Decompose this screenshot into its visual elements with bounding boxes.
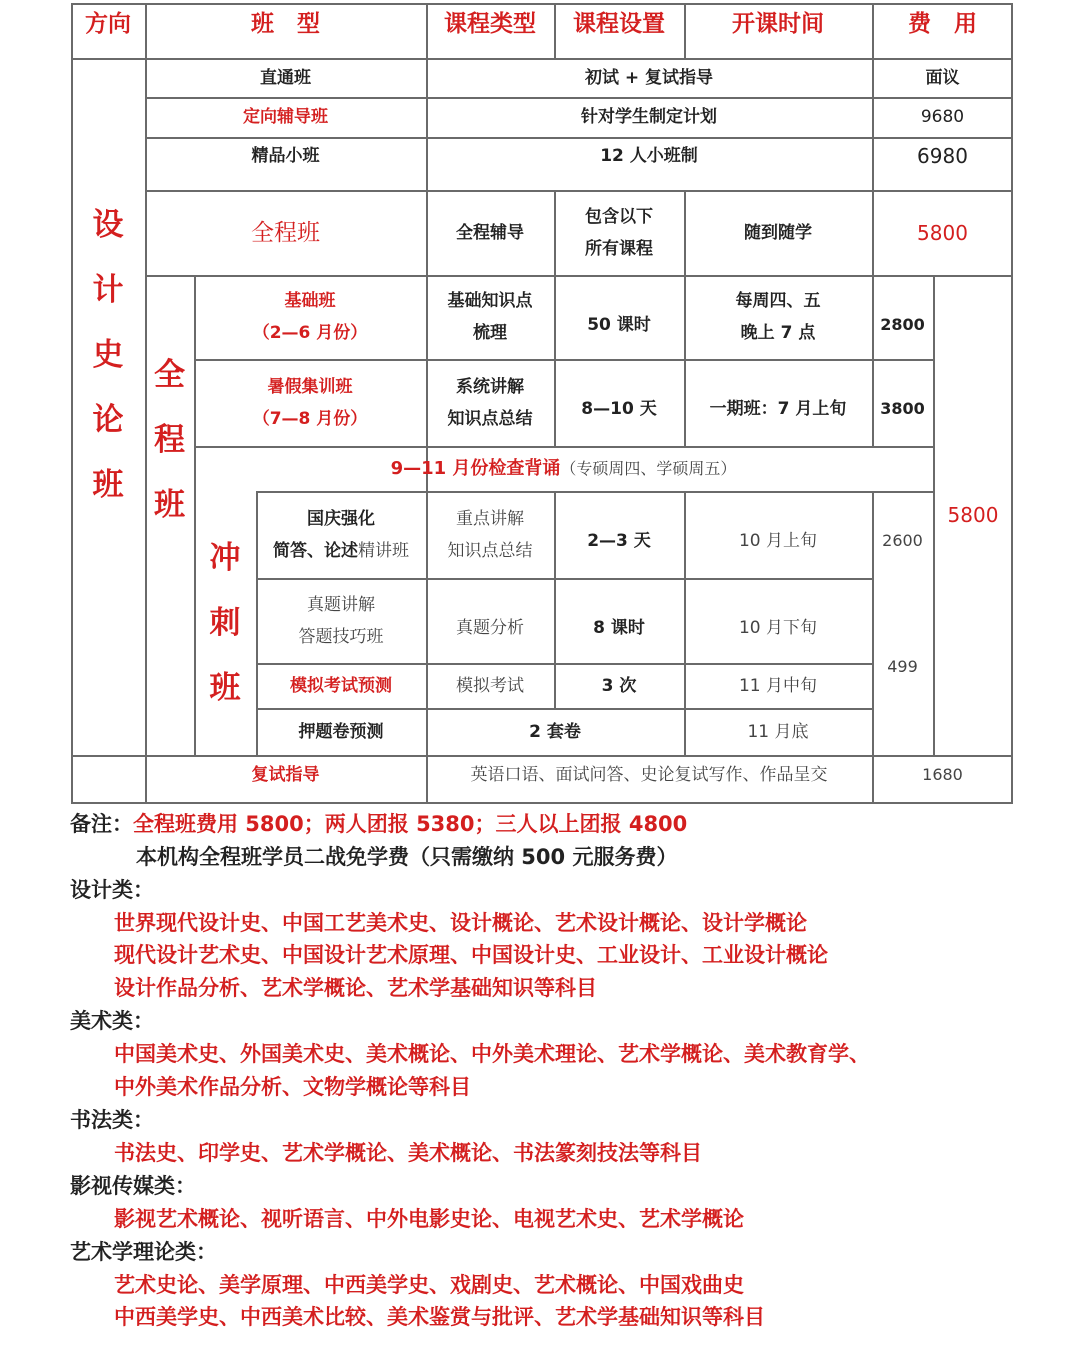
group-label-char: 刺	[209, 604, 241, 641]
row-jichu-name	[194, 275, 426, 359]
header-fee: 费 用	[908, 11, 977, 37]
row-guoqing-time: 10 月上旬	[738, 531, 818, 551]
remark-label: 备注：	[70, 812, 133, 836]
guoqing-name-line: 国庆强化	[307, 508, 375, 529]
section-title-char: 计	[92, 272, 124, 308]
category-label-fine-art: 美术类：	[70, 1009, 154, 1033]
row-jingpin-name: 精品小班	[251, 146, 320, 166]
jichu-months: （2—6 月份）	[252, 323, 368, 343]
header-course-setting: 课程设置	[573, 11, 665, 37]
category-film-media-line: 影视艺术概论、视听语言、中外电影史论、电视艺术史、艺术学概论	[114, 1207, 744, 1231]
jichu-type-line: 梳理	[473, 323, 507, 343]
category-label-calligraphy: 书法类：	[70, 1108, 154, 1132]
row-dingxiang-fee: 9680	[920, 107, 965, 127]
row-zhitong-name: 直通班	[260, 67, 311, 88]
remark-text: 全程班费用 5800；两人团报 5380；三人以上团报 4800	[133, 812, 688, 836]
category-label-art-theory: 艺术学理论类：	[70, 1240, 217, 1264]
section-title-char: 设	[92, 207, 124, 243]
guoqing-type-line: 知识点总结	[447, 540, 533, 561]
row-guoqing-name	[256, 491, 426, 578]
category-label-film-media: 影视传媒类：	[70, 1174, 196, 1198]
shujia-months: （7—8 月份）	[252, 408, 368, 429]
row-shujia-fee: 3800	[880, 399, 925, 418]
row-quancheng-type: 全程辅导	[456, 222, 524, 243]
group-fee: 5800	[947, 503, 999, 527]
setting-line: 包含以下	[585, 206, 653, 227]
row-yati-name: 押题卷预测	[298, 721, 384, 742]
row-zhitong-fee: 面议	[925, 67, 960, 88]
row-shujia-days: 8—10 天	[581, 399, 657, 419]
row-dingxiang-name: 定向辅导班	[243, 107, 328, 127]
row-guoqing-type	[426, 491, 554, 578]
shujia-type-line: 系统讲解	[456, 376, 524, 397]
shujia-name: 暑假集训班	[267, 376, 353, 397]
row-jichu-fee: 2800	[880, 315, 925, 334]
category-fine-art-line: 中外美术作品分析、文物学概论等科目	[114, 1075, 471, 1099]
row-fushi-fee: 1680	[922, 765, 963, 784]
row-yati-time: 11 月底	[747, 721, 809, 742]
jichu-type-line: 基础知识点	[447, 291, 533, 311]
row-shujia-type	[426, 359, 554, 446]
row-zhenti-name	[256, 578, 426, 663]
row-yati-sets: 2 套卷	[529, 721, 581, 742]
row-moni-name: 模拟考试预测	[290, 675, 392, 696]
row-shujia-name	[194, 359, 426, 446]
table-border-bottom	[71, 802, 1013, 804]
row-fushi-content: 英语口语、面试问答、史论复试写作、作品呈交	[470, 765, 828, 785]
shared-fee-499: 499	[887, 656, 918, 676]
row-guoqing-fee: 2600	[882, 531, 923, 550]
remark-second-line: 本机构全程班学员二战免学费（只需缴纳 500 元服务费）	[136, 845, 678, 869]
category-calligraphy-line: 书法史、印学史、艺术学概论、美术概论、书法篆刻技法等科目	[114, 1141, 702, 1165]
category-design-line: 设计作品分析、艺术学概论、艺术学基础知识等科目	[114, 976, 597, 1000]
row-guoqing-days: 2—3 天	[587, 531, 651, 551]
jichu-name: 基础班	[284, 291, 336, 311]
group-label-char: 程	[154, 422, 185, 458]
category-design-line: 世界现代设计史、中国工艺美术史、设计概论、艺术设计概论、设计学概论	[114, 911, 807, 935]
row-quancheng-name: 全程班	[251, 219, 320, 246]
row-quancheng-fee: 5800	[917, 220, 968, 245]
row-moni-type: 模拟考试	[456, 675, 524, 696]
row-quancheng-setting	[554, 190, 684, 275]
zhenti-name-line: 真题讲解	[307, 594, 375, 615]
category-fine-art-line: 中国美术史、外国美术史、美术概论、中外美术理论、艺术学概论、美术教育学、	[114, 1042, 870, 1066]
group-label-char: 班	[154, 487, 185, 523]
category-design-line: 现代设计艺术史、中国设计艺术原理、中国设计史、工业设计、工业设计概论	[114, 943, 828, 967]
section-title-char: 史	[92, 337, 124, 373]
header-class-type: 班 型	[251, 11, 320, 37]
section-title-char: 班	[92, 467, 124, 503]
check-main: 9—11 月份检查背诵	[390, 457, 561, 479]
course-table	[71, 3, 1013, 804]
category-art-theory-line: 艺术史论、美学原理、中西美学史、戏剧史、艺术概论、中国戏曲史	[114, 1273, 744, 1297]
section-title-design-history	[71, 193, 145, 518]
section-title-char: 论	[92, 402, 124, 438]
group-label-char: 班	[209, 669, 241, 706]
row-jingpin-fee: 6980	[917, 144, 968, 168]
remark-line	[70, 808, 687, 838]
row-zhenti-time: 10 月下旬	[738, 618, 818, 638]
row-jichu-type	[426, 275, 554, 359]
group-label-char: 全	[154, 357, 185, 393]
guoqing-name-normal: 精讲班	[358, 540, 409, 561]
category-art-theory-line: 中西美学史、中西美术比较、美术鉴赏与批评、艺术学基础知识等科目	[114, 1305, 765, 1329]
zhenti-name-line: 答题技巧班	[298, 626, 384, 647]
row-jichu-hours: 50 课时	[587, 315, 651, 335]
group-label-chongci	[194, 491, 256, 755]
row-dingxiang-content: 针对学生制定计划	[581, 107, 717, 127]
row-check-recite	[194, 446, 933, 491]
header-course-type: 课程类型	[444, 11, 536, 37]
row-moni-time: 11 月中旬	[738, 675, 818, 696]
jichu-time-line: 晚上 7 点	[740, 323, 816, 343]
header-direction: 方向	[85, 11, 131, 37]
header-start-time: 开课时间	[732, 11, 824, 37]
row-fushi-name: 复试指导	[251, 765, 320, 785]
row-jichu-time	[684, 275, 872, 359]
row-moni-times: 3 次	[601, 675, 637, 696]
row-zhenti-hours: 8 课时	[593, 618, 645, 638]
guoqing-name-bold: 简答、论述	[273, 540, 358, 561]
shujia-type-line: 知识点总结	[447, 408, 533, 429]
jichu-time-line: 每周四、五	[735, 291, 821, 311]
setting-line: 所有课程	[585, 238, 653, 259]
group-label-char: 冲	[209, 539, 241, 576]
row-zhenti-type: 真题分析	[456, 618, 524, 638]
category-label-design: 设计类：	[70, 878, 154, 902]
row-zhitong-content: 初试 + 复试指导	[584, 67, 714, 88]
group-label-quancheng	[145, 343, 194, 538]
check-note: （专硕周四、学硕周五）	[560, 458, 737, 478]
row-quancheng-time: 随到随学	[744, 222, 812, 243]
guoqing-type-line: 重点讲解	[456, 508, 524, 529]
row-shujia-time: 一期班：7 月上旬	[709, 399, 847, 419]
row-jingpin-content: 12 人小班制	[600, 146, 698, 166]
